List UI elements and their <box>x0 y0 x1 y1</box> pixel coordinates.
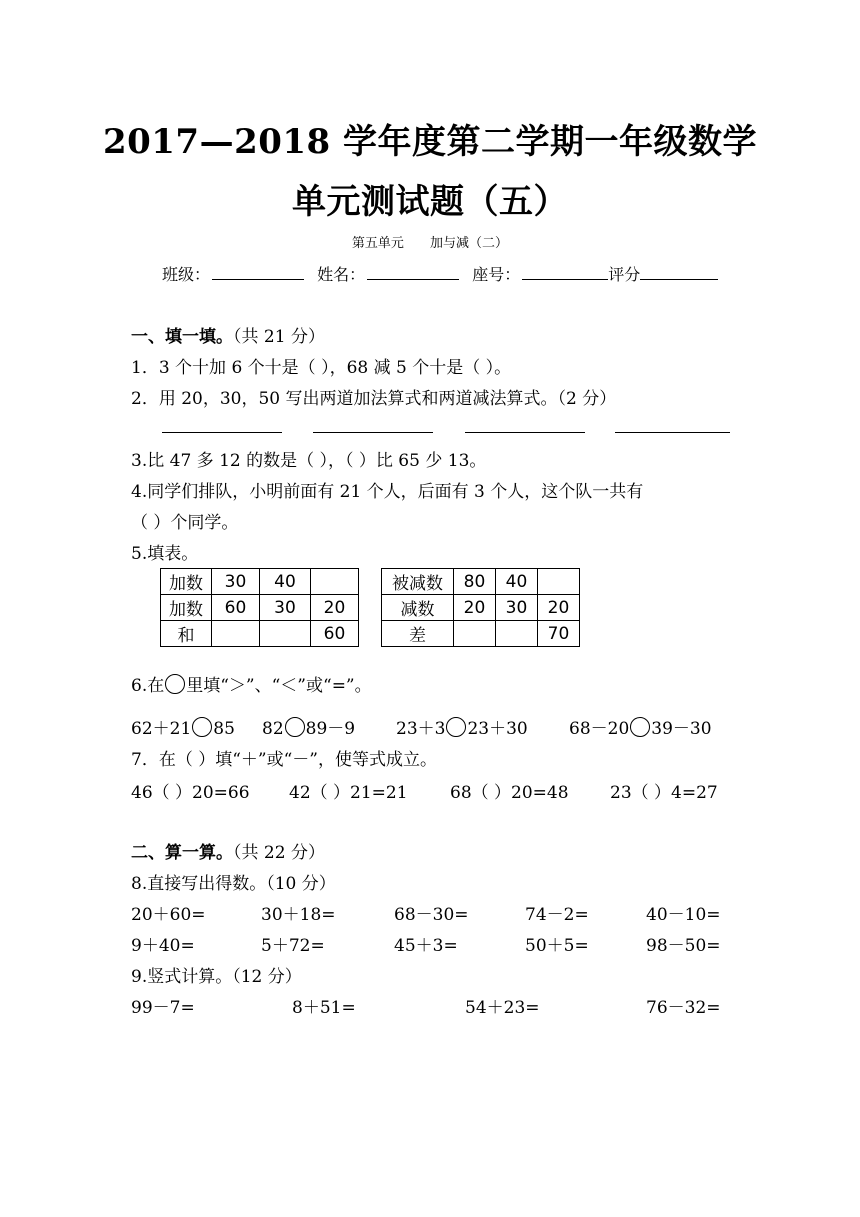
q6-right: 85 <box>213 719 235 739</box>
page-title-line2: 单元测试题（五） <box>292 182 568 222</box>
section1-points: （共 21 分） <box>233 327 325 347</box>
class-label: 班级： <box>162 265 211 284</box>
table-cell: 60 <box>311 621 359 647</box>
q7-item[interactable]: 23（ ）4=27 <box>610 783 718 803</box>
question-1: 1．3 个十加 6 个十是（ ），68 减 5 个十是（ ）。 <box>131 358 512 378</box>
q7-item[interactable]: 42（ ）21=21 <box>289 783 408 803</box>
score-label: 评分 <box>608 265 641 284</box>
q6-item <box>262 714 355 739</box>
table-cell[interactable] <box>260 621 311 647</box>
table-row <box>161 569 359 595</box>
table-cell: 加数 <box>161 595 212 621</box>
table-cell: 加数 <box>161 569 212 595</box>
q7-item[interactable]: 68（ ）20=48 <box>450 783 569 803</box>
q6-left: 68－20 <box>569 719 630 739</box>
q6-left: 82 <box>262 719 284 739</box>
question-3: 3.比 47 多 12 的数是（ ），（ ）比 65 少 13。 <box>131 451 487 471</box>
question-6 <box>131 671 372 696</box>
table-cell: 60 <box>212 595 260 621</box>
q7-item[interactable]: 46（ ）20=66 <box>131 783 250 803</box>
question-6-prefix: 6.在 <box>131 676 165 696</box>
class-blank[interactable] <box>212 265 304 280</box>
q9-item[interactable]: 76－32= <box>646 998 721 1018</box>
table-cell: 30 <box>496 595 538 621</box>
question-4-line2: （ ）个同学。 <box>131 513 239 533</box>
section1-heading <box>131 322 325 347</box>
question-8: 8.直接写出得数。（10 分） <box>131 874 336 894</box>
q6-left: 23＋3 <box>396 719 446 739</box>
q9-item[interactable]: 8＋51= <box>292 998 356 1018</box>
table-cell: 40 <box>496 569 538 595</box>
table-cell: 80 <box>454 569 496 595</box>
student-info-row <box>162 262 726 285</box>
answer-blank-2[interactable] <box>313 432 433 433</box>
q6-right: 23＋30 <box>467 719 528 739</box>
q6-item <box>131 714 235 739</box>
table-cell[interactable] <box>311 569 359 595</box>
q6-right: 39－30 <box>651 719 712 739</box>
table-cell: 20 <box>311 595 359 621</box>
q8-item[interactable]: 68－30= <box>394 905 469 925</box>
q8-item[interactable]: 98－50= <box>646 936 721 956</box>
compare-circle[interactable] <box>446 717 466 737</box>
table-cell: 40 <box>260 569 311 595</box>
table-cell: 减数 <box>382 595 454 621</box>
q6-left: 62＋21 <box>131 719 192 739</box>
question-9: 9.竖式计算。（12 分） <box>131 967 302 987</box>
table-row <box>161 595 359 621</box>
addition-table <box>160 568 359 647</box>
table-cell[interactable] <box>496 621 538 647</box>
table-cell: 30 <box>260 595 311 621</box>
question-5: 5.填表。 <box>131 544 199 564</box>
answer-blank-1[interactable] <box>162 432 282 433</box>
q8-item[interactable]: 74－2= <box>525 905 589 925</box>
q8-item[interactable]: 5＋72= <box>261 936 325 956</box>
section2-heading <box>131 838 325 863</box>
table-row <box>382 595 580 621</box>
table-cell: 70 <box>538 621 580 647</box>
answer-blank-3[interactable] <box>465 432 585 433</box>
seat-label: 座号： <box>472 265 521 284</box>
q8-item[interactable]: 40－10= <box>646 905 721 925</box>
compare-circle[interactable] <box>192 717 212 737</box>
answer-blank-4[interactable] <box>615 432 730 433</box>
name-label: 姓名： <box>317 265 366 284</box>
q8-item[interactable]: 45＋3= <box>394 936 458 956</box>
subtraction-table <box>381 568 580 647</box>
name-blank[interactable] <box>367 265 459 280</box>
section1-title: 一、填一填。 <box>131 327 233 347</box>
table-cell: 差 <box>382 621 454 647</box>
section2-title: 二、算一算。 <box>131 843 233 863</box>
q6-right: 89－9 <box>305 719 356 739</box>
table-row <box>161 621 359 647</box>
table-row <box>382 621 580 647</box>
score-blank[interactable] <box>640 265 718 280</box>
compare-circle[interactable] <box>285 717 305 737</box>
q6-item <box>569 714 712 739</box>
table-cell[interactable] <box>538 569 580 595</box>
circle-blank-icon <box>165 674 185 694</box>
table-cell[interactable] <box>454 621 496 647</box>
table-row <box>382 569 580 595</box>
table-cell: 被减数 <box>382 569 454 595</box>
q6-item <box>396 714 528 739</box>
seat-blank[interactable] <box>522 265 608 280</box>
table-cell: 20 <box>538 595 580 621</box>
q9-item[interactable]: 99－7= <box>131 998 195 1018</box>
compare-circle[interactable] <box>630 717 650 737</box>
q8-item[interactable]: 9＋40= <box>131 936 195 956</box>
q9-item[interactable]: 54＋23= <box>465 998 540 1018</box>
question-6-suffix: 里填“＞”、“＜”或“=”。 <box>186 676 372 696</box>
table-cell: 20 <box>454 595 496 621</box>
question-2: 2．用 20，30，50 写出两道加法算式和两道减法算式。（2 分） <box>131 389 617 409</box>
q8-item[interactable]: 50＋5= <box>525 936 589 956</box>
question-4: 4.同学们排队，小明前面有 21 个人，后面有 3 个人，这个队一共有 <box>131 482 644 502</box>
q8-item[interactable]: 20＋60= <box>131 905 206 925</box>
table-cell[interactable] <box>212 621 260 647</box>
question-7: 7．在（ ）填“＋”或“－”，使等式成立。 <box>131 750 437 770</box>
page-title: 2017—2018 学年度第二学期一年级数学 <box>102 122 758 162</box>
subtitle: 第五单元 加与减（二） <box>351 236 509 251</box>
q8-item[interactable]: 30＋18= <box>261 905 336 925</box>
table-cell: 和 <box>161 621 212 647</box>
section2-points: （共 22 分） <box>233 843 325 863</box>
table-cell: 30 <box>212 569 260 595</box>
